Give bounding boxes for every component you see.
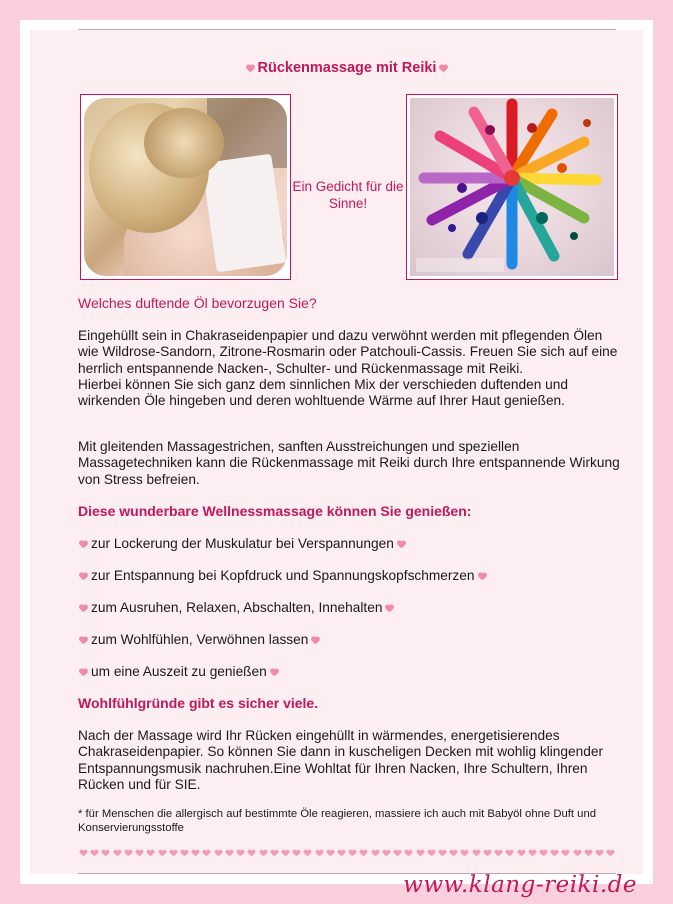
heart-icon — [383, 850, 390, 856]
list-item-text: zur Lockerung der Muskulatur bei Verspannungen — [91, 536, 394, 551]
benefits-heading: Diese wunderbare Wellnessmassage können Sie genießen: — [78, 503, 472, 519]
heart-icon — [203, 850, 210, 856]
heart-icon — [271, 850, 278, 856]
heart-icon — [338, 850, 345, 856]
heart-icon — [79, 637, 88, 644]
heart-icon — [360, 850, 367, 856]
technique-paragraph: Mit gleitenden Massagestrichen, sanften Ausstreichungen und speziellen Massagetechniken kann die Rückenmassage mit Reiki durch Ihre entspannende Wirkung von Stress befreien. — [78, 439, 620, 487]
heart-icon — [170, 850, 177, 856]
list-item — [76, 536, 409, 551]
heart-icon — [327, 850, 334, 856]
heart-icon — [417, 850, 424, 856]
heart-icon — [181, 850, 188, 856]
heart-icon — [461, 850, 468, 856]
heart-icon — [79, 573, 88, 580]
heart-icon — [529, 850, 536, 856]
heart-icon — [473, 850, 480, 856]
heart-icon — [159, 850, 166, 856]
heart-icon — [293, 850, 300, 856]
heart-icon — [540, 850, 547, 856]
heart-icon — [114, 850, 121, 856]
list-item — [76, 632, 323, 647]
heart-icon — [136, 850, 143, 856]
page-title — [78, 60, 616, 76]
heart-icon — [562, 850, 569, 856]
title-text: Rückenmassage mit Reiki — [257, 60, 437, 76]
heart-icon — [405, 850, 412, 856]
heart-icon — [349, 850, 356, 856]
heart-icon — [607, 850, 614, 856]
top-divider — [78, 29, 616, 30]
list-item-text: zum Ausruhen, Relaxen, Abschalten, Innehalten — [91, 600, 383, 615]
footnote: * für Menschen die allergisch auf bestimmte Öle reagieren, massiere ich auch mit Babyöl ohne Duft und Konservierungsstoffe — [78, 808, 597, 834]
intro-text-2: Hierbei können Sie sich ganz dem sinnlichen Mix der verschieden duftenden und wirkenden Öle hingeben und deren wohltuende Wärme auf Ihrer Haut genießen. — [78, 376, 569, 409]
website-watermark: www.klang-reiki.de — [403, 872, 637, 898]
heart-icon — [125, 850, 132, 856]
heart-icon — [246, 65, 255, 72]
heart-icon — [282, 850, 289, 856]
heart-icon — [260, 850, 267, 856]
list-item-text: um eine Auszeit zu genießen — [91, 664, 267, 679]
heart-icon — [495, 850, 502, 856]
heart-icon — [91, 850, 98, 856]
reasons-heading: Wohlfühlgründe gibt es sicher viele. — [78, 695, 319, 711]
heart-icon — [585, 850, 592, 856]
heart-icon — [397, 541, 406, 548]
heart-icon — [147, 850, 154, 856]
heart-icon — [311, 637, 320, 644]
heart-icon — [439, 850, 446, 856]
heart-icon — [506, 850, 513, 856]
heart-divider — [80, 848, 615, 858]
heart-icon — [518, 850, 525, 856]
heart-icon — [478, 573, 487, 580]
list-item-text: zum Wohlfühlen, Verwöhnen lassen — [91, 632, 309, 647]
heart-icon — [316, 850, 323, 856]
image-caption: Ein Gedicht für die Sinne! — [292, 179, 404, 211]
question-heading: Welches duftende Öl bevorzugen Sie? — [78, 295, 317, 311]
heart-icon — [394, 850, 401, 856]
heart-icon — [248, 850, 255, 856]
intro-text: Eingehüllt sein in Chakraseidenpapier und dazu verwöhnt werden mit pflegenden Ölen wie Wildrose-Sandorn, Zitrone-Rosmarin oder Patchouli-Cassis. Freuen Sie sich auf eine herrlich entspannende Nacken-, Schulter- und Rückenmassage mit Reiki. — [78, 328, 618, 376]
heart-icon — [385, 605, 394, 612]
woman-back-image — [84, 98, 287, 276]
heart-icon — [215, 850, 222, 856]
heart-icon — [270, 669, 279, 676]
heart-icon — [304, 850, 311, 856]
heart-icon — [79, 669, 88, 676]
list-item — [76, 664, 282, 679]
heart-icon — [102, 850, 109, 856]
heart-icon — [596, 850, 603, 856]
heart-icon — [450, 850, 457, 856]
heart-icon — [574, 850, 581, 856]
heart-icon — [226, 850, 233, 856]
aftercare-paragraph: Nach der Massage wird Ihr Rücken eingehüllt in wärmendes, energetisierendes Chakraseidenpapier. So können Sie dann in kuscheligen Decken mit wohlig klingender Entspannungsmusik nachruhen.Eine Wohltat für Ihren Nacken, Ihre Schultern, Ihren Rücken und für SIE. — [78, 728, 604, 792]
list-item — [76, 600, 397, 615]
heart-icon — [439, 65, 448, 72]
intro-paragraph — [78, 328, 623, 409]
chakra-photo — [406, 94, 618, 280]
heart-icon — [551, 850, 558, 856]
heart-icon — [80, 850, 87, 856]
massage-photo — [80, 94, 291, 280]
heart-icon — [192, 850, 199, 856]
chakra-wheel-image — [410, 98, 614, 276]
heart-icon — [79, 605, 88, 612]
heart-icon — [484, 850, 491, 856]
list-item — [76, 568, 490, 583]
chakra-wheel-graphic — [410, 98, 614, 276]
heart-icon — [428, 850, 435, 856]
heart-icon — [372, 850, 379, 856]
list-item-text: zur Entspannung bei Kopfdruck und Spannungskopfschmerzen — [91, 568, 475, 583]
heart-icon — [237, 850, 244, 856]
heart-icon — [79, 541, 88, 548]
